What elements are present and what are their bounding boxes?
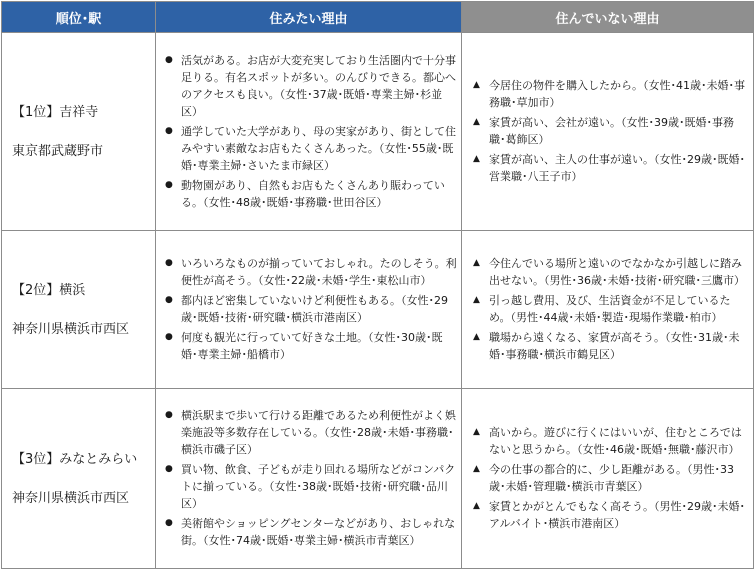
rank-label: 【3位】みなとみらい [12, 451, 138, 467]
circle-bullet-icon: ● [165, 125, 173, 136]
reason-text: 買い物、飲食、子どもが走り回れる場所などがコンパクトに揃っている。（女性･38歳･既婚･技術･研究職･品川区） [181, 463, 456, 510]
like-reasons-cell [156, 33, 462, 231]
list-item [468, 424, 749, 458]
circle-bullet-icon: ● [165, 464, 173, 474]
rank-label: 【2位】横浜 [12, 282, 86, 298]
rank-label: 【1位】吉祥寺 [12, 104, 99, 120]
list-item [468, 329, 749, 363]
table-row [2, 231, 754, 389]
like-reasons-list [160, 52, 461, 211]
triangle-bullet-icon: ▲ [473, 154, 480, 164]
like-reasons-cell [156, 389, 462, 569]
list-item [468, 461, 749, 495]
reason-text: 動物園があり、自然もお店もたくさんあり賑わっている。（女性･48歳･既婚･事務職･世田谷区） [181, 178, 445, 209]
reason-text: 美術館やショッピングセンターなどがあり、おしゃれな街。（女性･74歳･既婚･専業主婦･横浜市青葉区） [181, 517, 456, 547]
reason-text: 横浜駅まで歩いて行ける距離であるため利便性がよく娯楽施設等多数存在している。（女性･28歳･未婚･事務職･横浜市磯子区） [181, 409, 456, 456]
list-item [160, 52, 457, 120]
city-label: 神奈川県横浜市西区 [12, 490, 130, 506]
circle-bullet-icon: ● [165, 410, 173, 420]
reason-text: 高いから。遊びに行くにはいいが、住むところではないと思うから。（女性･46歳･既婚･無職･藤沢市） [489, 426, 742, 456]
triangle-bullet-icon: ▲ [473, 80, 480, 90]
reason-text: 活気がある。お店が大変充実しており生活圏内で十分事足りる。有名スポットが多い。のんびりできる。都心へのアクセスも良い。（女性･37歳･既婚･専業主婦･杉並区） [181, 53, 456, 118]
station-cell [2, 33, 156, 231]
triangle-bullet-icon: ▲ [473, 295, 480, 305]
circle-bullet-icon: ● [165, 54, 173, 65]
reason-text: 家賃が高い、主人の仕事が遠い。（女性･29歳･既婚･営業職･八王子市） [489, 153, 745, 183]
circle-bullet-icon: ● [165, 332, 173, 342]
reason-text: いろいろなものが揃っていておしゃれ。たのしそう。利便性が高そう。（女性･22歳･未婚･学生･東松山市） [181, 257, 457, 287]
like-reasons-list [160, 407, 461, 549]
reason-text: 通学していた大学があり、母の実家があり、街として住みやすい素敵なお店もたくさんあった。（女性･55歳･既婚･専業主婦･さいたま市緑区） [181, 124, 456, 172]
triangle-bullet-icon: ▲ [473, 332, 480, 342]
reason-text: 都内ほど密集していないけど利便性もある。（女性･29歳･既婚･技術･研究職･横浜市港南区） [181, 294, 448, 324]
list-item [468, 255, 749, 289]
reason-text: 家賃が高い、会社が遠い。（女性･39歳･既婚･事務職･葛飾区） [489, 116, 734, 146]
not-reasons-cell [462, 389, 754, 569]
header-row [2, 2, 754, 33]
list-item [468, 114, 749, 148]
circle-bullet-icon: ● [165, 179, 173, 190]
list-item [468, 498, 749, 532]
not-reasons-cell [462, 33, 754, 231]
reason-text: 何度も観光に行っていて好きな土地。（女性･30歳･既婚･専業主婦･船橋市） [181, 331, 443, 361]
reason-text: 職場から遠くなる、家賃が高そう。（女性･31歳･未婚･事務職･横浜市鶴見区） [489, 331, 740, 361]
list-item [160, 123, 457, 174]
not-reasons-list [468, 424, 753, 532]
list-item [468, 292, 749, 326]
list-item [160, 515, 457, 549]
list-item [468, 77, 749, 111]
like-reasons-list [160, 255, 461, 363]
circle-bullet-icon: ● [165, 518, 173, 528]
city-label: 神奈川県横浜市西区 [12, 321, 130, 337]
triangle-bullet-icon: ▲ [473, 258, 480, 268]
circle-bullet-icon: ● [165, 295, 173, 305]
not-reasons-list [468, 77, 753, 185]
reason-text: 家賃とかがとんでもなく高そう。（男性･29歳･未婚･アルバイト･横浜市港南区） [489, 500, 745, 530]
triangle-bullet-icon: ▲ [473, 501, 480, 511]
not-reasons-list [468, 255, 753, 363]
list-item [160, 329, 457, 363]
reason-text: 今居住の物件を購入したから。（女性･41歳･未婚･事務職･草加市） [489, 79, 745, 109]
triangle-bullet-icon: ▲ [473, 464, 480, 474]
list-item [160, 407, 457, 458]
ranking-table [1, 1, 754, 569]
like-reasons-cell [156, 231, 462, 389]
reason-text: 今住んでいる場所と遠いのでなかなか引越しに踏み出せない。（男性･36歳･未婚･技術･研究職･三鷹市） [489, 257, 745, 287]
header-not-reason: 住んでいない理由 [462, 2, 754, 33]
list-item [160, 255, 457, 289]
header-like-reason: 住みたい理由 [156, 2, 462, 33]
city-label: 東京都武蔵野市 [12, 143, 104, 159]
table-row [2, 389, 754, 569]
triangle-bullet-icon: ▲ [473, 117, 480, 127]
header-rank-station: 順位･駅 [2, 2, 156, 33]
not-reasons-cell [462, 231, 754, 389]
list-item [160, 292, 457, 326]
triangle-bullet-icon: ▲ [473, 427, 480, 437]
station-cell [2, 389, 156, 569]
list-item [160, 177, 457, 211]
list-item [468, 151, 749, 185]
reason-text: 引っ越し費用、及び、生活資金が不足しているため。（男性･44歳･未婚･製造･現場作業職･柏市） [489, 294, 731, 324]
station-cell [2, 231, 156, 389]
list-item [160, 461, 457, 512]
reason-text: 今の仕事の都合的に、少し距離がある。（男性･33歳･未婚･管理職･横浜市青葉区） [489, 463, 734, 493]
table-row [2, 33, 754, 231]
circle-bullet-icon: ● [165, 258, 173, 268]
